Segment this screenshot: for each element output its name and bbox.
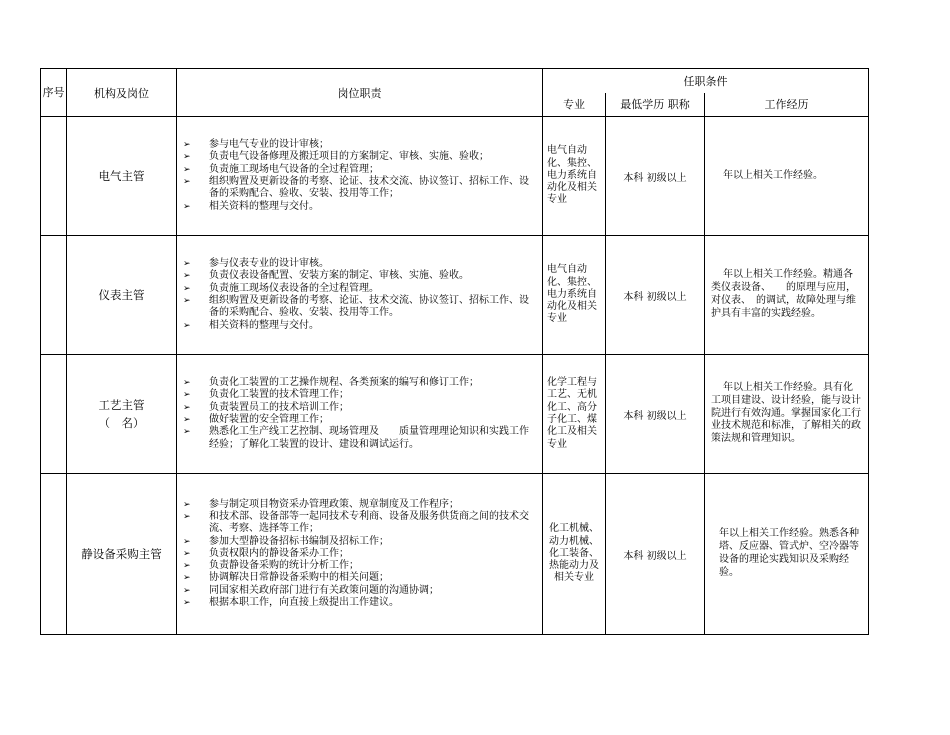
post-cell	[67, 236, 177, 355]
arrowhead-bullet-icon: ➢	[183, 598, 191, 609]
duty-item: ➢ 负责电气设备修理及搬迁项目的方案制定、审核、实施、验收；	[183, 151, 489, 163]
arrowhead-bullet-icon: ➢	[183, 536, 191, 547]
header-experience: 工作经历	[705, 93, 869, 117]
seq-cell	[41, 355, 67, 474]
post-cell	[67, 117, 177, 236]
edu-title-cell: 本科 初级以上	[606, 474, 705, 635]
duty-item: ➢ 同国家相关政府部门进行有关政策问题的沟通协调；	[183, 584, 439, 596]
duty-item: ➢ 参加大型静设备招标书编制及招标工作；	[183, 535, 389, 547]
table-row	[41, 474, 869, 635]
arrowhead-bullet-icon: ➢	[183, 140, 191, 151]
duties-cell	[177, 474, 543, 635]
arrowhead-bullet-icon: ➢	[183, 283, 191, 294]
table-row	[41, 117, 869, 236]
experience-cell: 年以上相关工作经验。熟悉各种塔、反应器、管式炉、空冷器等设备的理论实践知识及采购经验。	[705, 474, 869, 635]
experience-cell: 年以上相关工作经验。	[705, 117, 869, 236]
duty-item: ➢ 相关资料的整理与交付。	[183, 319, 319, 331]
header-seq: 序号	[41, 69, 67, 117]
header-org-post: 机构及岗位	[67, 69, 177, 117]
edu-title-cell: 本科 初级以上	[606, 236, 705, 355]
duty-item: ➢ 负责化工装置的工艺操作规程、各类预案的编写和修订工作；	[183, 377, 479, 389]
experience-cell: 年以上相关工作经验。精通各类仪表设备、 的原理与应用，对仪表、 的调试，故障处理与维护具有丰富的实践经验。	[705, 236, 869, 355]
job-requirements-table	[40, 68, 869, 635]
arrowhead-bullet-icon: ➢	[183, 573, 191, 584]
duties-cell	[177, 117, 543, 236]
arrowhead-bullet-icon: ➢	[183, 402, 191, 413]
arrowhead-bullet-icon: ➢	[183, 177, 191, 187]
duty-item: ➢ 负责仪表设备配置、安装方案的制定、审核、实施、验收。	[183, 270, 469, 282]
arrowhead-bullet-icon: ➢	[183, 415, 191, 425]
table-row	[41, 355, 869, 474]
arrowhead-bullet-icon: ➢	[183, 548, 191, 559]
arrowhead-bullet-icon: ➢	[183, 378, 191, 389]
edu-title-cell: 本科 初级以上	[606, 117, 705, 236]
duty-list	[183, 139, 536, 213]
arrowhead-bullet-icon: ➢	[183, 201, 191, 212]
post-cell	[67, 474, 177, 635]
duty-item: ➢ 参与电气专业的设计审核；	[183, 139, 329, 151]
edu-title-cell: 本科 初级以上	[606, 355, 705, 474]
duties-cell	[177, 236, 543, 355]
arrowhead-bullet-icon: ➢	[183, 511, 191, 522]
major-cell: 电气自动化、集控、电力系统自动化及相关专业	[543, 117, 606, 236]
duty-item: ➢ 熟悉化工生产线工艺控制、现场管理及 质量管理理论知识和实践工作经验；了解化工装置的设计、建设和调试运行。	[183, 426, 529, 450]
header-row-top	[41, 69, 869, 93]
duty-item: ➢ 组织购置及更新设备的考察、论证、技术交流、协议签订、招标工作、设备的采购配合、验收、安装、投用等工作；	[183, 176, 529, 200]
seq-cell	[41, 117, 67, 236]
duty-item: ➢ 相关资料的整理与交付。	[183, 200, 319, 212]
arrowhead-bullet-icon: ➢	[183, 296, 191, 306]
arrowhead-bullet-icon: ➢	[183, 585, 191, 596]
duty-item: ➢ 做好装置的安全管理工作；	[183, 414, 329, 425]
major-cell: 电气自动化、集控、电力系统自动化及相关专业	[543, 236, 606, 355]
duty-item: ➢ 负责施工现场电气设备的全过程管理；	[183, 163, 379, 175]
header-edu-title: 最低学历 职称	[606, 93, 705, 117]
header-duties: 岗位职责	[177, 69, 543, 117]
arrowhead-bullet-icon: ➢	[183, 390, 191, 401]
duties-cell	[177, 355, 543, 474]
arrowhead-bullet-icon: ➢	[183, 427, 191, 438]
arrowhead-bullet-icon: ➢	[183, 152, 191, 163]
post-name: 工艺主管	[98, 398, 145, 412]
duty-item: ➢ 负责装置员工的技术培训工作；	[183, 401, 349, 413]
header-major: 专业	[543, 93, 606, 117]
duty-item: ➢ 和技术部、设备部等一起同技术专利商、设备及服务供货商之间的技术交流、考察、选择等工作；	[183, 510, 529, 535]
duty-item: ➢ 协调解决日常静设备采购中的相关问题；	[183, 572, 389, 584]
arrowhead-bullet-icon: ➢	[183, 259, 191, 270]
duty-item: ➢ 负责权限内的静设备采办工作；	[183, 547, 349, 559]
arrowhead-bullet-icon: ➢	[183, 164, 191, 175]
duty-item: ➢ 组织购置及更新设备的考察、论证、技术交流、协议签订、招标工作、设备的采购配合、验收、安装、投用等工作。	[183, 295, 529, 319]
arrowhead-bullet-icon: ➢	[183, 271, 191, 282]
arrowhead-bullet-icon: ➢	[183, 320, 191, 331]
duty-list	[183, 258, 536, 332]
post-headcount-note: （ 名）	[98, 416, 145, 430]
duty-item: ➢ 负责化工装置的技术管理工作；	[183, 389, 349, 401]
seq-cell	[41, 236, 67, 355]
duty-item: ➢ 负责施工现场仪表设备的全过程管理。	[183, 282, 379, 294]
duty-item: ➢ 参与仪表专业的设计审核。	[183, 258, 329, 270]
post-name: 静设备采购主管	[81, 547, 162, 561]
seq-cell	[41, 474, 67, 635]
major-cell: 化学工程与工艺、无机化工、高分子化工、煤化工及相关专业	[543, 355, 606, 474]
post-cell	[67, 355, 177, 474]
experience-cell: 年以上相关工作经验。具有化工项目建设、设计经验，能与设计院进行有效沟通。掌握国家化工行业技术规范和标准，了解相关的政策法规和管理知识。	[705, 355, 869, 474]
duty-list	[183, 377, 536, 451]
post-name: 仪表主管	[98, 288, 145, 302]
duty-list	[183, 499, 536, 610]
arrowhead-bullet-icon: ➢	[183, 561, 191, 572]
table-row	[41, 236, 869, 355]
duty-item: ➢ 根据本职工作，向直接上级提出工作建议。	[183, 597, 399, 609]
header-requirements: 任职条件	[543, 69, 869, 93]
post-name: 电气主管	[98, 169, 145, 183]
major-cell: 化工机械、动力机械、化工装备、热能动力及相关专业	[543, 474, 606, 635]
arrowhead-bullet-icon: ➢	[183, 499, 191, 510]
duty-item: ➢ 参与制定项目物资采办管理政策、规章制度及工作程序；	[183, 498, 459, 510]
duty-item: ➢ 负责静设备采购的统计分析工作；	[183, 560, 359, 572]
